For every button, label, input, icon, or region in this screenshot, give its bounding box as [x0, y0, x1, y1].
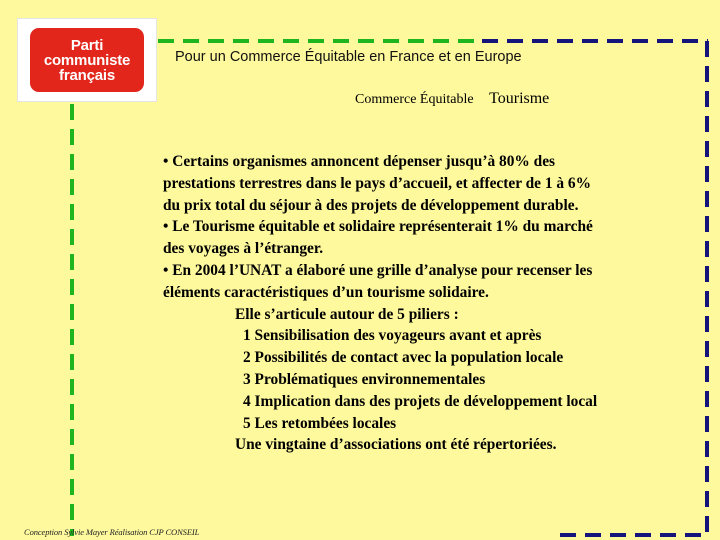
party-logo	[30, 28, 144, 92]
pilier-item: 5 Les retombées locales	[243, 414, 397, 432]
content-line: du prix total du séjour à des projets de développement durable.	[163, 196, 579, 214]
content-line: • Le Tourisme équitable et solidaire représenterait 1% du marché	[163, 218, 593, 236]
logo-line-2: communiste	[43, 51, 131, 69]
content-line: • En 2004 l’UNAT a élaboré une grille d’analyse pour recenser les	[163, 261, 593, 279]
logo-line-1: Parti	[70, 36, 104, 54]
subtitle-right: Tourisme	[489, 90, 550, 107]
pilier-item: 2 Possibilités de contact avec la population locale	[243, 349, 564, 367]
page-title: Pour un Commerce Équitable en France et en Europe	[175, 49, 522, 65]
content-line: prestations terrestres dans le pays d’accueil, et affecter de 1 à 6%	[163, 174, 592, 192]
pilier-item: 4 Implication dans des projets de développement local	[243, 392, 598, 410]
subtitle-left: Commerce Équitable	[355, 92, 474, 107]
logo-line-3: français	[59, 66, 115, 84]
content-line: • Certains organismes annoncent dépenser jusqu’à 80% des	[163, 153, 556, 170]
main-content	[163, 151, 693, 456]
content-line: des voyages à l’étranger.	[163, 240, 324, 258]
pilier-item: 1 Sensibilisation des voyageurs avant et après	[243, 327, 542, 345]
footer-credit: Conception Sylvie Mayer Réalisation CJP CONSEIL	[24, 527, 200, 537]
logo-frame	[17, 18, 157, 102]
section-subtitle	[355, 90, 549, 108]
pilier-item: 3 Problématiques environnementales	[243, 370, 486, 388]
conclusion: Une vingtaine d’associations ont été répertoriées.	[235, 436, 557, 454]
piliers-intro: Elle s’articule autour de 5 piliers :	[235, 305, 459, 323]
content-line: éléments caractéristiques d’un tourisme solidaire.	[163, 283, 489, 301]
